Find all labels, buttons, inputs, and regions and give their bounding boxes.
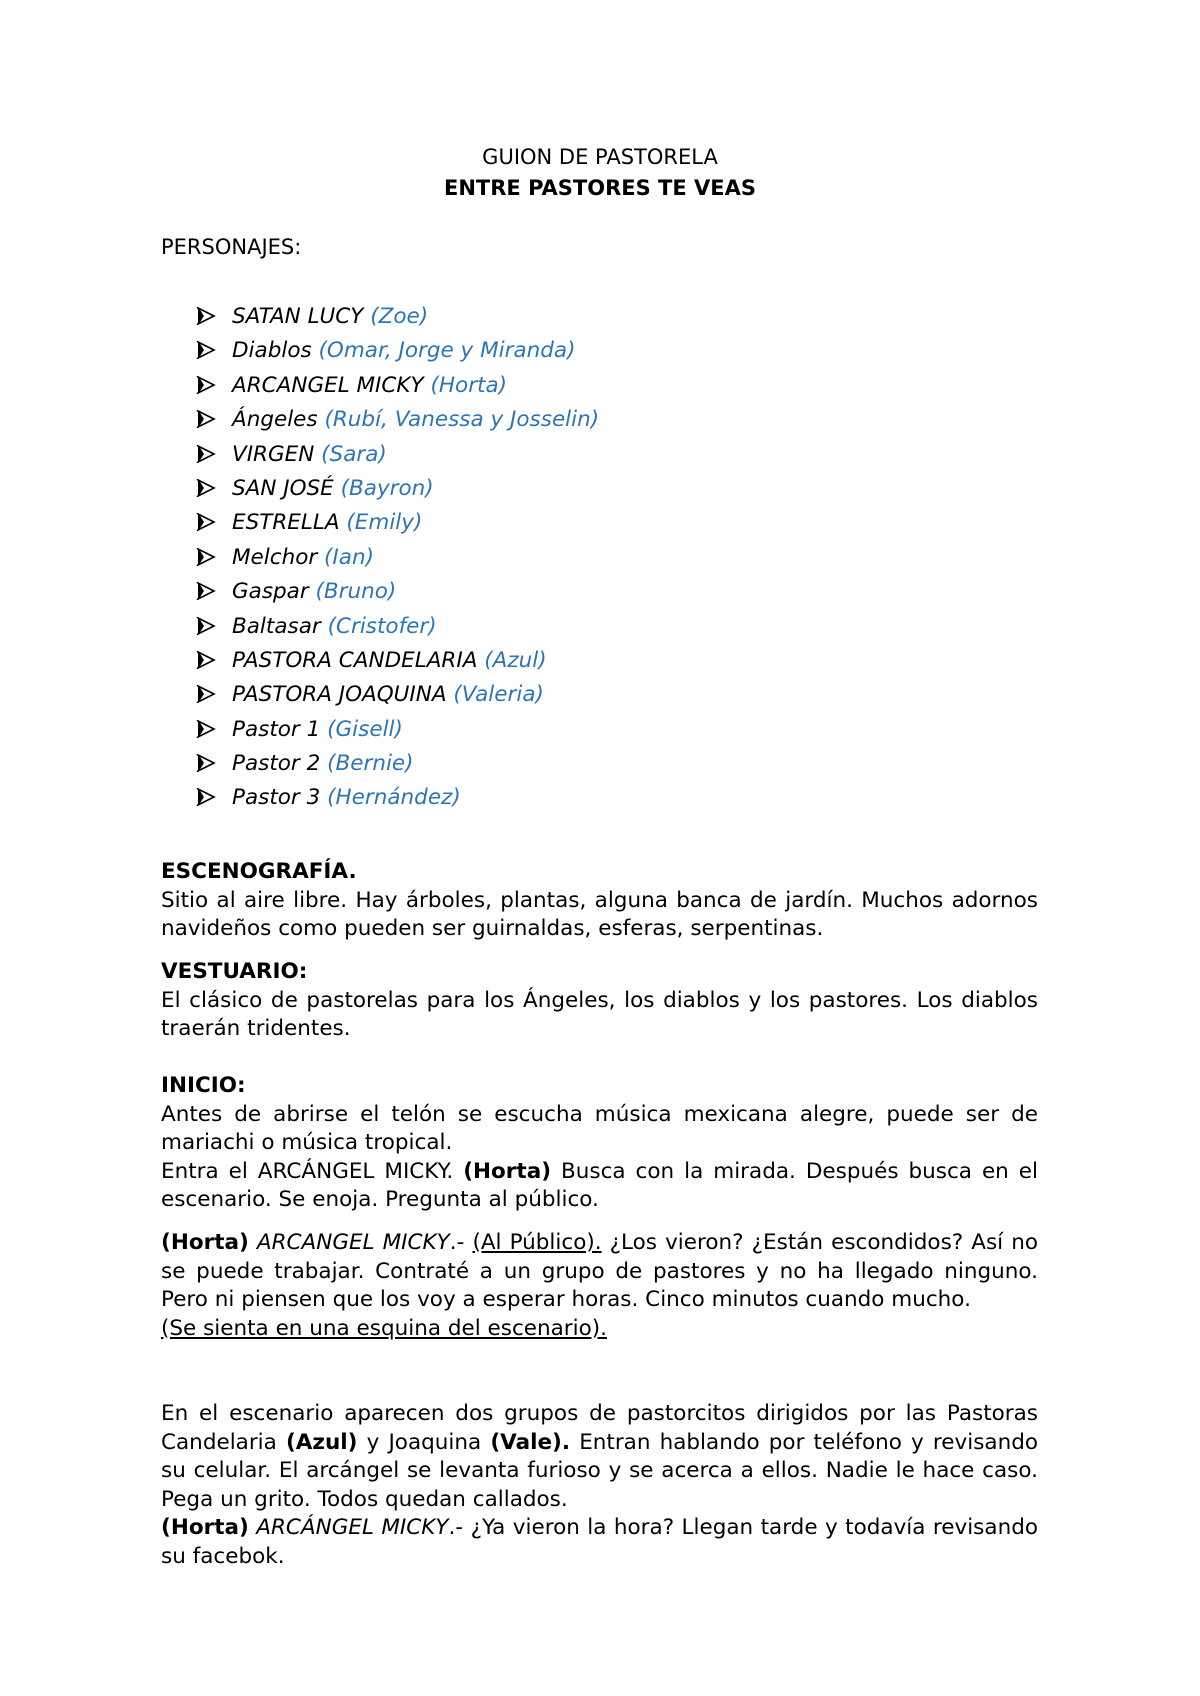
cast-heading: PERSONAJES: (161, 235, 302, 259)
title-block (0, 142, 1200, 204)
arrow-bullet-icon (196, 300, 232, 334)
vestuario-heading: VESTUARIO: (161, 959, 308, 984)
arrow-bullet-icon (196, 472, 232, 506)
escena-text-e: Entran hablando por teléfono y revisando su celular. El arcángel se levanta furioso y se acerca a ellos. Nadie le hace caso. Pega un grito. Todos quedan callados. (161, 1429, 1038, 1512)
actor-name: (Azul) (285, 1429, 358, 1455)
role-name: ARCANGEL MICKY (256, 1230, 450, 1255)
inicio-paragraph-1: Antes de abrirse el telón se escucha música mexicana alegre, puede ser de mariachi o música tropical. (161, 1101, 1038, 1156)
dialogue-dash: .- (448, 1515, 471, 1541)
cast-role: Diablos (232, 338, 312, 364)
cast-actor: (Ian) (324, 544, 374, 570)
cast-item (196, 747, 599, 781)
actor-name: (Horta) (161, 1230, 249, 1255)
cast-item (196, 644, 599, 678)
actor-name: (Horta) (463, 1158, 552, 1184)
cast-item (196, 506, 599, 540)
inicio-paragraph-2 (161, 1158, 1038, 1215)
arrow-bullet-icon (196, 369, 232, 403)
cast-actor: (Cristofer) (327, 613, 437, 639)
cast-role: ESTRELLA (232, 510, 340, 536)
cast-list (196, 300, 599, 816)
cast-role: Pastor 1 (232, 716, 321, 742)
cast-role: Gaspar (232, 579, 309, 605)
arrow-bullet-icon (196, 575, 232, 609)
cast-actor: (Omar, Jorge y Miranda) (318, 338, 576, 364)
cast-actor: (Hernández) (327, 785, 461, 811)
cast-actor: (Rubí, Vanessa y Josselin) (324, 407, 600, 433)
escena-text (161, 1400, 1038, 1514)
cast-actor: (Valeria) (453, 682, 544, 708)
escena-text-c: y Joaquina (357, 1429, 491, 1455)
cast-role: Pastor 2 (232, 751, 321, 777)
cast-role: SATAN LUCY (232, 304, 364, 329)
cast-actor: (Bernie) (327, 751, 414, 777)
arrow-bullet-icon (196, 506, 232, 540)
escenografia-text: Sitio al aire libre. Hay árboles, plantas, alguna banca de jardín. Muchos adornos navideños como pueden ser guirnaldas, esferas, serpentinas. (161, 887, 1038, 942)
arrow-bullet-icon (196, 610, 232, 644)
stage-direction: (Se sienta en una esquina del escenario). (161, 1315, 607, 1341)
cast-item (196, 713, 599, 747)
inicio-heading: INICIO: (161, 1073, 246, 1098)
actor-name: (Vale). (490, 1429, 571, 1455)
dialogue-dash: .- (449, 1230, 473, 1255)
cast-actor: (Emily) (346, 510, 423, 536)
cast-actor: (Bruno) (315, 579, 397, 605)
cast-item (196, 403, 599, 437)
escenografia-heading: ESCENOGRAFÍA. (161, 859, 357, 884)
cast-actor: (Gisell) (327, 716, 403, 742)
cast-item (196, 610, 599, 644)
cast-item (196, 541, 599, 575)
cast-item (196, 369, 599, 403)
escena-text-a: En el escenario aparecen dos grupos de pastorcitos dirigidos por las Pastoras Candelaria (161, 1401, 1038, 1455)
cast-actor: (Sara) (321, 441, 387, 467)
cast-role: SAN JOSÉ (232, 475, 334, 501)
arrow-bullet-icon (196, 781, 232, 815)
arrow-bullet-icon (196, 747, 232, 781)
arrow-bullet-icon (196, 678, 232, 712)
cast-role: VIRGEN (232, 441, 315, 467)
separator (249, 1230, 257, 1255)
dialogue-text: ¿Los vieron? ¿Están escondidos? Así no se puede trabajar. Contraté a un grupo de pastores y no ha llegado ninguno. Pero ni piensen que los voy a esperar horas. Cinco minutos cuando mucho. (161, 1230, 1038, 1313)
cast-actor: (Bayron) (340, 475, 434, 501)
cast-actor: (Horta) (430, 372, 508, 398)
cast-actor: (Zoe) (370, 304, 429, 329)
arrow-bullet-icon (196, 334, 232, 368)
inicio-text-c: Busca con la mirada. Después busca en el escenario. Se enoja. Pregunta al público. (161, 1158, 1038, 1213)
arrow-bullet-icon (196, 403, 232, 437)
cast-role: ARCANGEL MICKY (232, 372, 424, 398)
dialogue-1-text (161, 1229, 1038, 1315)
cast-item (196, 781, 599, 815)
play-title: ENTRE PASTORES TE VEAS (444, 176, 756, 200)
vestuario-section (161, 958, 1038, 1044)
dialogue-text: ¿Ya vieron la hora? Llegan tarde y todavía revisando su facebok. (161, 1515, 1038, 1569)
cast-item (196, 438, 599, 472)
cast-item (196, 300, 599, 334)
cast-role: Melchor (232, 544, 318, 570)
vestuario-text: El clásico de pastorelas para los Ángeles, los diablos y los pastores. Los diablos traerán tridentes. (161, 987, 1038, 1042)
cast-item (196, 472, 599, 506)
cast-item (196, 678, 599, 712)
escenografia-section (161, 858, 1038, 944)
arrow-bullet-icon (196, 713, 232, 747)
cast-role: Baltasar (232, 613, 321, 639)
arrow-bullet-icon (196, 644, 232, 678)
dialogue-1 (161, 1229, 1038, 1343)
cast-role: Ángeles (232, 407, 318, 433)
cast-actor: (Azul) (484, 647, 547, 673)
role-name: ARCÁNGEL MICKY (256, 1515, 449, 1541)
cast-item (196, 575, 599, 609)
inicio-text-a: Entra el ARCÁNGEL MICKY. (161, 1158, 464, 1184)
actor-name: (Horta) (161, 1515, 249, 1541)
cast-role: PASTORA CANDELARIA (232, 647, 478, 673)
inicio-section (161, 1072, 1038, 1215)
stage-aside: (Al Público). (472, 1230, 602, 1255)
arrow-bullet-icon (196, 541, 232, 575)
document-title: GUION DE PASTORELA (482, 145, 718, 169)
dialogue-2-text (161, 1514, 1038, 1571)
cast-role: PASTORA JOAQUINA (232, 682, 447, 708)
arrow-bullet-icon (196, 438, 232, 472)
cast-role: Pastor 3 (232, 785, 321, 811)
escena-section (161, 1400, 1038, 1572)
cast-item (196, 334, 599, 368)
